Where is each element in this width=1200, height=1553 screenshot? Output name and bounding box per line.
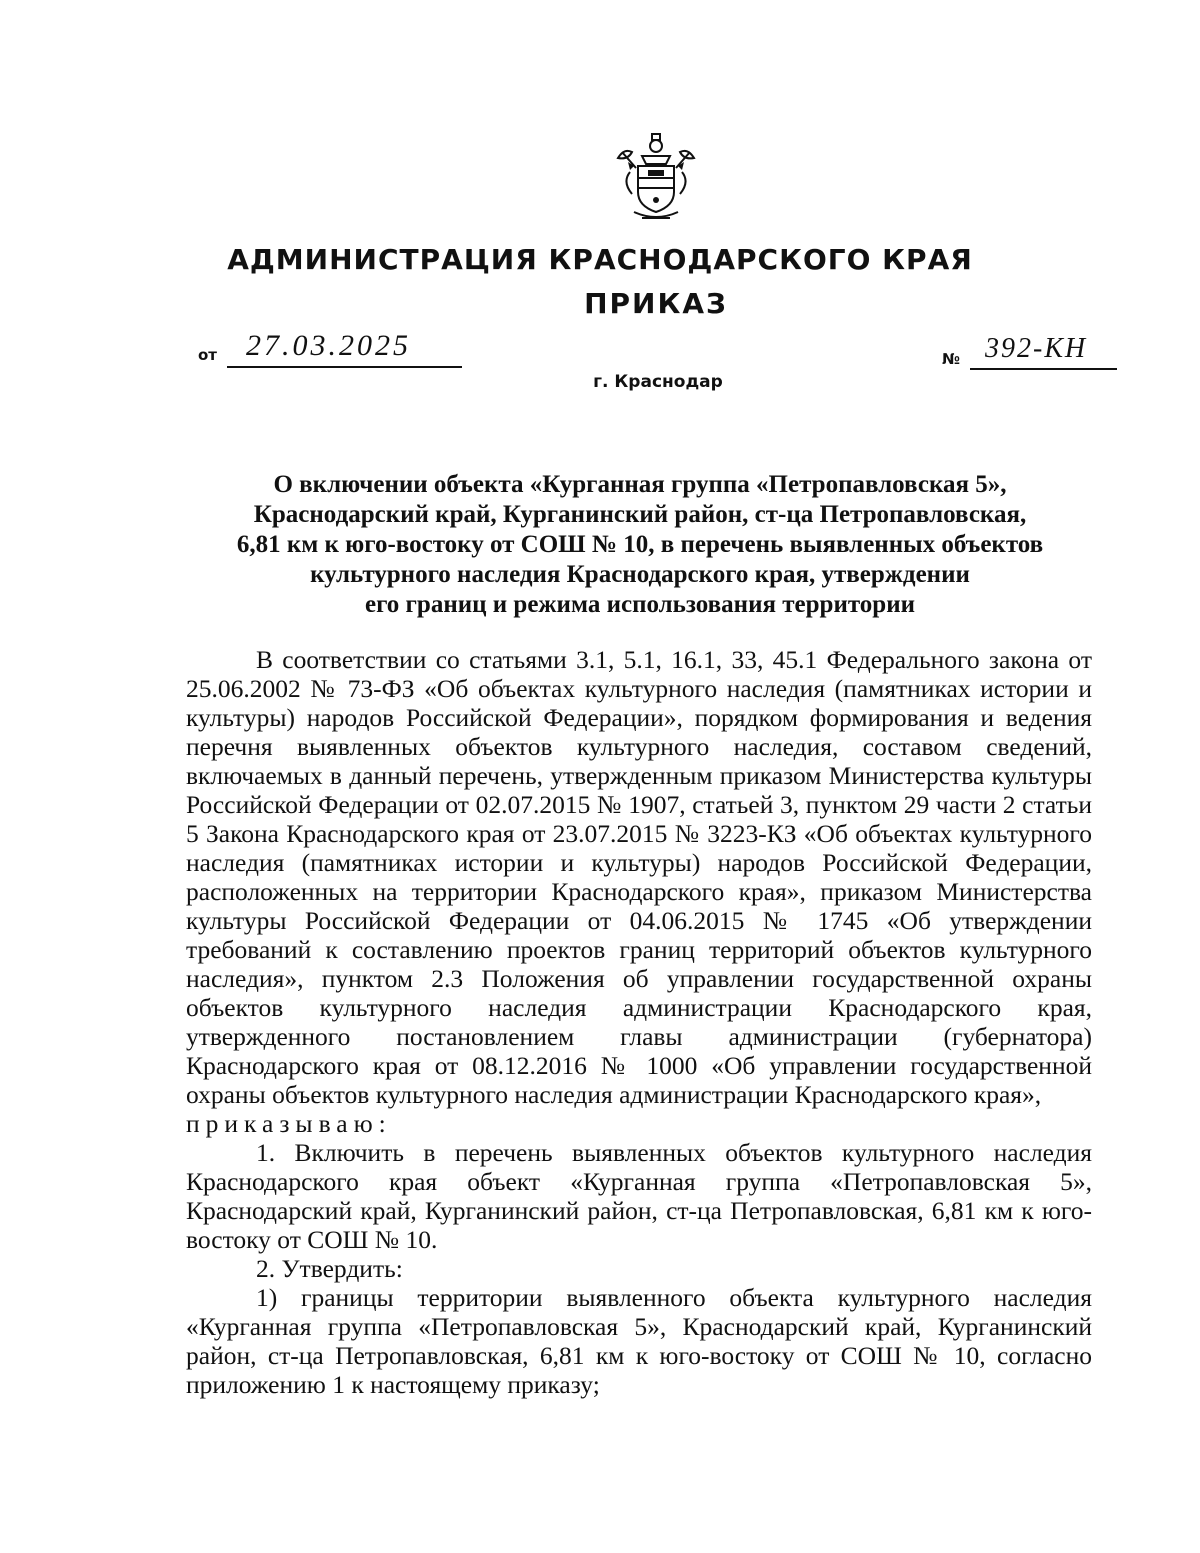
title-line: культурного наследия Краснодарского края, утверждении — [310, 561, 970, 588]
item-2-1-paragraph: 1) границы территории выявленного объекта культурного наследия «Курганная группа «Петропавловская 5», Краснодарский край, Курганинский район, ст-ца Петропавловская, 6,81 км к юго-востоку от СОШ № 10, согласно приложению 1 к настоящему приказу; — [186, 1283, 1092, 1399]
document-body — [186, 645, 1092, 1399]
title-line: его границ и режима использования территории — [364, 591, 916, 618]
item-2-paragraph: 2. Утвердить: — [256, 1254, 403, 1283]
item-1-paragraph: 1. Включить в перечень выявленных объектов культурного наследия Краснодарского края объект «Курганная группа «Петропавловская 5», Краснодарский край, Курганинский район, ст-ца Петропавловская, 6,81 км к юго-востоку от СОШ № 10. — [186, 1138, 1092, 1254]
title-line: О включении объекта «Курганная группа «Петропавловская 5», — [273, 471, 1007, 498]
number-underline — [970, 368, 1117, 370]
document-type: ПРИКАЗ — [584, 287, 728, 320]
organization-name: АДМИНИСТРАЦИЯ КРАСНОДАРСКОГО КРАЯ — [227, 243, 973, 276]
city-name: г. Краснодар — [593, 372, 723, 392]
title-line: Краснодарский край, Курганинский район, ст-ца Петропавловская, — [253, 501, 1027, 528]
coat-of-arms-icon — [608, 128, 704, 224]
date-value: 27.03.2025 — [246, 329, 411, 362]
number-label: № — [942, 350, 961, 368]
date-label: от — [198, 346, 217, 364]
title-line: 6,81 км к юго-востоку от СОШ № 10, в перечень выявленных объектов — [236, 531, 1044, 558]
preamble-paragraph: В соответствии со статьями 3.1, 5.1, 16.1, 33, 45.1 Федерального закона от 25.06.2002 № 73-ФЗ «Об объектах культурного наследия (памятниках истории и культуры) народов Российской Федерации», порядком формирования и ведения перечня выявленных объектов культурного наследия, составом сведений, включаемых в данный перечень, утвержденным приказом Министерства культуры Российской Федерации от 02.07.2015 № 1907, статьей 3, пунктом 29 части 2 статьи 5 Закона Краснодарского края от 23.07.2015 № 3223-КЗ «Об объектах культурного наследия (памятниках истории и культуры) народов Российской Федерации, расположенных на территории Краснодарского края», приказом Министерства культуры Российской Федерации от 04.06.2015 № 1745 «Об утверждении требований к составлению проектов границ территорий объектов культурного наследия», пунктом 2.3 Положения об управлении государственной охраны объектов культурного наследия администрации Краснодарского края, утвержденного постановлением главы администрации (губернатора) Краснодарского края от 08.12.2016 № 1000 «Об управлении государственной охраны объектов культурного наследия администрации Краснодарского края», — [186, 645, 1092, 1109]
number-value: 392-КН — [985, 333, 1088, 364]
order-word: приказываю: — [186, 1109, 392, 1138]
date-underline — [227, 366, 462, 368]
document-title — [180, 470, 1100, 620]
